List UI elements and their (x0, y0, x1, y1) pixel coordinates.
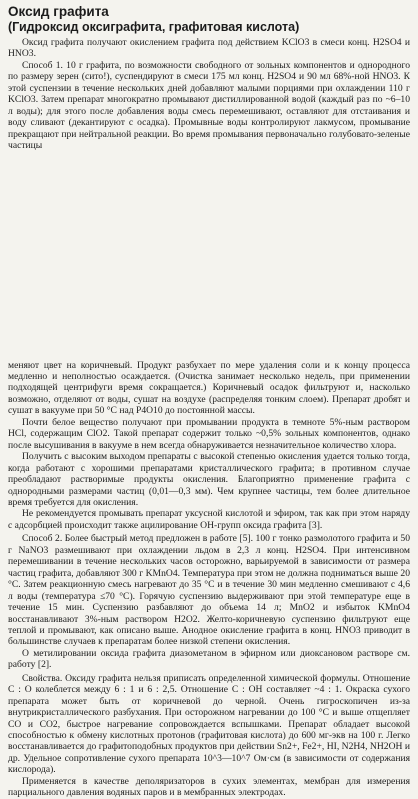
hcl-wash-paragraph: Почти белое вещество получают при промывании продукта в темноте 5%-ным раствором HCl, содержащим ClO2. Такой препарат содержит только ~0,5% зольных компонентов, однако после высушивания в вакууме в нем всегда обнаруживается незначительное количество хлора. (8, 416, 410, 451)
page-subtitle: (Гидроксид оксиграфита, графитовая кислота) (8, 20, 300, 34)
methylation-paragraph: О метилировании оксида графита диазометаном в эфирном или диоксановом растворе см. работу [2]. (8, 647, 410, 671)
blank-gap (8, 152, 410, 360)
method-1-paragraph: Способ 1. 10 г графита, по возможности свободного от зольных компонентов и однородного по размеру зерен (сито!), суспендируют в смеси 175 мл конц. H2SO4 и 90 мл 68%-ной HNO3. К этой суспензии в течение нескольких дней добавляют малыми порциями при охлаждении 110 г KClO3. Затем препарат многократно промывают дистиллированной водой (каждый раз по ~6–10 л воды); для этого после добавления воды смесь перемешивают, оставляют для отстаивания и воду сливают (декантируют с осадка). Промывные воды контролируют лакмусом, промывание прекращают при нейтральной реакции. Во время промывания первоначально голубовато-зеленые частицы (8, 59, 410, 152)
method-2-paragraph: Способ 2. Более быстрый метод предложен в работе [5]. 100 г тонко размолотого графита и 50 г NaNO3 размешивают при охлаждении льдом в 2,3 л конц. H2SO4. При интенсивном перемешивании в течение нескольких часов осторожно, варьируемой в зависимости от размера частиц графита, добавляют 300 г KMnO4. Температура при этом не должна подниматься выше 20 °C. Затем реакционную смесь нагревают до 35 °C и в течение 30 мин медленно смешивают с 4,6 л воды (температура ≤70 °C). Горячую суспензию выдерживают при этой температуре еще в течение 15 мин. Суспензию разбавляют до объема 14 л; MnO2 и избыток KMnO4 восстанавливают 3%-ным раствором H2O2. Желто-коричневую суспензию фильтруют еще теплой и промывают, как описано выше. Анодное окисление графита в конц. HNO3 приводит в большинстве случаев к препаратам более низкой степени окисления. (8, 533, 410, 648)
properties-paragraph: Свойства. Оксиду графита нельзя приписать определенной химической формулы. Отношение C : O колеблется между 6 : 1 и 6 : 2,5. Отношение C : OH составляет ~4 : 1. Окраска сухого препарата может быть от коричневой до черной. Очень гигроскопичен из-за внутрикристаллического разбухания. При осторожном нагревании до 100 °C и выше отщепляет CO и CO2, быстрое нагревание сопровождается вспышками. Препарат обладает высокой способностью к обмену кислотных протонов (графитовая кислота) до 600 мг-экв на 100 г. Легко восстанавливается до графитоподобных продуктов при действии Sn2+, Fe2+, HI, N2H4, NH2OH и др. Удельное сопротивление сухого препарата 10^3—10^7 Ом·см (в зависимости от содержания кислорода). (8, 672, 410, 776)
wash-warning-paragraph: Не рекомендуется промывать препарат уксусной кислотой и эфиром, так как при этом наряду с адсорбцией происходит также ацилирование OH-групп оксида графита [3]. (8, 508, 410, 531)
method-1-continuation: меняют цвет на коричневый. Продукт разбухает по мере удаления соли и к концу процесса медленно и неполностью осаждается. (Очистка занимает несколько недель, при применении подходящей центрифуги время сокращается.) Коричневый осадок фильтруют и, насколько возможно, отделяют от воды, сушат на воздухе (распределяя тонким слоем). Препарат дробят и сушат в вакууме при 50 °C над P4O10 до постоянной массы. (8, 359, 410, 417)
intro-paragraph: Оксид графита получают окислением графита под действием KClO3 в смеси конц. H2SO4 и HNO3. (8, 37, 410, 60)
yield-paragraph: Получить с высоким выходом препараты с высокой степенью окисления удается только тогда, когда работают с хорошими препаратами кристаллического графита; в противном случае преобладают растворимые продукты окисления. Благоприятно применение графита с однородными размерами частиц (0,01—0,3 мм). Чем крупнее частицы, тем более длительное время требуется для окисления. (8, 451, 410, 508)
applications-paragraph: Применяется в качестве деполяризаторов в сухих элементах, мембран для измерения парциального давления водяных паров и в мембранных электродах. (8, 775, 410, 799)
page-title: Оксид графита (8, 4, 109, 19)
